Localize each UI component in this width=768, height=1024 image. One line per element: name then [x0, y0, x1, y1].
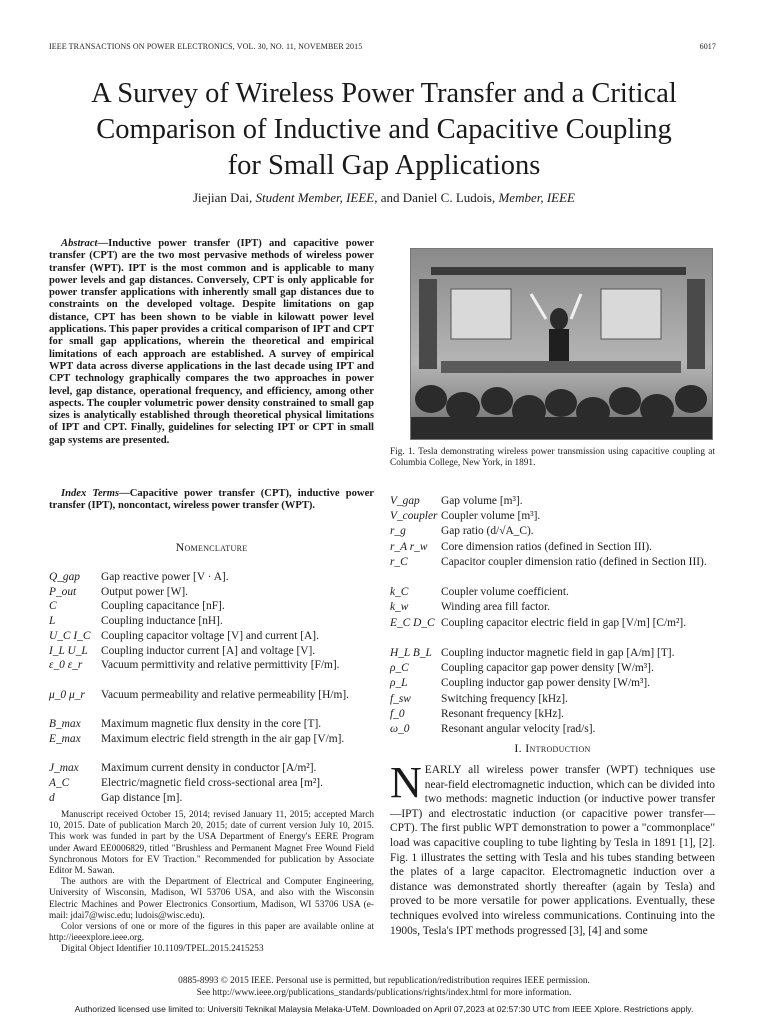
nomenclature-symbol: r_C [390, 555, 408, 568]
permissions-line: See http://www.ieee.org/publications_standards/publications/rights/index.html for more information. [196, 988, 572, 998]
nomenclature-symbol: V_coupler [390, 510, 438, 523]
nomenclature-symbol: L [49, 615, 56, 628]
drop-cap: N [390, 758, 422, 807]
nomenclature-symbol: E_max [49, 732, 81, 745]
tesla-illustration [411, 249, 712, 439]
paper-title [20, 76, 748, 184]
nomenclature-left [49, 570, 374, 804]
footnote-doi: Digital Object Identifier 10.1109/TPEL.2015.2415253 [61, 944, 264, 955]
footnote-affiliation: The authors are with the Department of Electrical and Computer Engineering, University of Wisconsin, Madison, WI 53706 USA, and also with the Wisconsin Electric Machines and Power Electronics Consortium, Madison, WI 53706 USA (e-mail: jdai7@wisc.edu; ludois@wisc.edu). [49, 877, 374, 921]
author-name: and Daniel C. Ludois, [380, 190, 496, 205]
nomenclature-symbol: ε_0 ε_r [49, 659, 83, 672]
author-name: Jiejian Dai, [193, 190, 253, 205]
nomenclature-definition: Gap distance [m]. [101, 791, 183, 804]
intro-lead: EARLY [424, 764, 462, 776]
running-header: IEEE TRANSACTIONS ON POWER ELECTRONICS, VOL. 30, NO. 11, NOVEMBER 2015 [49, 42, 363, 51]
nomenclature-definition: Switching frequency [kHz]. [441, 692, 568, 705]
nomenclature-definition: Coupler volume [m³]. [441, 510, 541, 523]
nomenclature-symbol: ρ_C [390, 662, 409, 675]
nomenclature-definition: Coupling inductor gap power density [W/m³]. [441, 677, 651, 690]
nomenclature-symbol: I_L U_L [49, 644, 88, 657]
index-terms-text: —Capacitive power transfer (CPT), inductive power transfer (IPT), noncontact, wireless power transfer (WPT). [49, 488, 374, 512]
title-line: for Small Gap Applications [227, 150, 541, 181]
abstract-label: Abstract [61, 238, 98, 249]
nomenclature-definition: Vacuum permeability and relative permeability [H/m]. [101, 688, 349, 701]
nomenclature-symbol: d [49, 791, 55, 804]
index-terms-label: Index Terms [61, 488, 120, 499]
introduction-body [390, 758, 715, 938]
nomenclature-definition: Coupling inductance [nH]. [101, 615, 223, 628]
nomenclature-symbol: ρ_L [390, 677, 408, 690]
nomenclature-symbol: E_C D_C [390, 616, 435, 629]
author-role: Student Member, IEEE, [255, 190, 378, 205]
author-role: Member, IEEE [498, 190, 575, 205]
nomenclature-symbol: P_out [49, 585, 77, 598]
title-line: Comparison of Inductive and Capacitive Coupling [96, 114, 672, 145]
footnote-color: Color versions of one or more of the figures in this paper are available online at http://ieeexplore.ieee.org. [49, 922, 374, 944]
intro-text: all wireless power transfer (WPT) techniques use near-field electromagnetic induction, which can be divided into two methods: magnetic induction (or inductive power transfer—IPT) and electrostatic induction (or capacitive power transfer—CPT). The first public WPT demonstration to power a "commonplace" load was capacitive coupling to tube lighting by Tesla in 1891 [1], [2]. Fig. 1 illustrates the setting with Tesla and his tubes standing between the plates of a large capacitor. Electromagnetic induction over a distance was demonstrated shortly thereafter (again by Tesla) and proved to be more versatile for power applications. Eventually, these techniques evolved into wireless communications. Continuing into the 1900s, Tesla's IPT methods progressed [3], [4] and some [390, 764, 715, 937]
figure-tesla-photo [410, 248, 713, 440]
nomenclature-symbol: U_C I_C [49, 629, 91, 642]
nomenclature-definition: Maximum current density in conductor [A/m²]. [101, 762, 317, 775]
nomenclature-definition: Maximum magnetic flux density in the core [T]. [101, 718, 322, 730]
nomenclature-definition: Electric/magnetic field cross-sectional area [m²]. [101, 776, 323, 789]
nomenclature-definition: Coupling capacitor gap power density [W/m³]. [441, 662, 654, 675]
nomenclature-definition: Gap reactive power [V · A]. [101, 571, 229, 583]
footnote-manuscript: Manuscript received October 15, 2014; revised January 11, 2015; accepted March 10, 2015. Date of publication March 20, 2015; date of current version July 10, 2015. This work was funded in part by the USA Department of Energy's EERE Program under Award EE0006829, titled "Brushless and Permanent Magnet Free Wound Field Synchronous Motors for EV Traction." Recommended for publication by Associate Editor M. Sawan. [49, 810, 374, 877]
nomenclature-heading: Nomenclature [175, 540, 248, 554]
nomenclature-definition: Coupling inductor current [A] and voltage [V]. [101, 644, 316, 657]
index-terms [49, 488, 374, 513]
nomenclature-definition: Resonant angular velocity [rad/s]. [441, 723, 596, 735]
nomenclature-definition: Core dimension ratios (defined in Section III). [441, 540, 652, 553]
copyright-line: 0885-8993 © 2015 IEEE. Personal use is permitted, but republication/redistribution requires IEEE permission. [178, 976, 590, 986]
nomenclature-definition: Coupling inductor magnetic field in gap [A/m] [T]. [441, 647, 675, 659]
nomenclature-symbol: B_max [49, 718, 81, 730]
nomenclature-definition: Coupling capacitor electric field in gap [V/m] [C/m²]. [441, 616, 687, 629]
nomenclature-symbol: H_L B_L [390, 647, 432, 659]
page-number: 6017 [699, 42, 716, 51]
nomenclature-right [390, 494, 715, 734]
nomenclature-definition: Maximum electric field strength in the air gap [V/m]. [101, 732, 345, 745]
nomenclature-definition: Coupling capacitor voltage [V] and current [A]. [101, 629, 319, 642]
nomenclature-symbol: A_C [49, 776, 70, 789]
abstract [49, 238, 374, 447]
nomenclature-symbol: r_A r_w [390, 540, 428, 553]
nomenclature-definition: Winding area fill factor. [441, 601, 550, 614]
nomenclature-definition: Coupling capacitance [nF]. [101, 600, 225, 613]
nomenclature-definition: Gap ratio (d/√A_C). [441, 525, 534, 538]
nomenclature-symbol: f_0 [390, 707, 405, 720]
nomenclature-symbol: f_sw [390, 692, 411, 705]
nomenclature-symbol: V_gap [390, 495, 420, 507]
nomenclature-symbol: Q_gap [49, 571, 81, 583]
license-strip: Authorized licensed use limited to: Universiti Teknikal Malaysia Melaka-UTeM. Downloaded on April 07,2023 at 02:57:30 UTC from IEEE Xplore. Restrictions apply. [74, 1004, 694, 1014]
nomenclature-definition: Resonant frequency [kHz]. [441, 707, 565, 720]
nomenclature-definition: Vacuum permittivity and relative permittivity [F/m]. [101, 659, 340, 672]
author-line [20, 190, 748, 206]
nomenclature-symbol: r_g [390, 525, 406, 538]
nomenclature-definition: Capacitor coupler dimension ratio (defined in Section III). [441, 555, 707, 568]
nomenclature-symbol: J_max [49, 762, 79, 775]
nomenclature-definition: Gap volume [m³]. [441, 495, 523, 507]
nomenclature-symbol: k_w [390, 601, 409, 614]
nomenclature-symbol: μ_0 μ_r [49, 688, 85, 701]
footnotes [49, 810, 374, 956]
figure-caption: Fig. 1. Tesla demonstrating wireless power transmission using capacitive coupling at Columbia College, New York, in 1891. [390, 447, 715, 469]
nomenclature-symbol: ω_0 [390, 723, 410, 735]
nomenclature-definition: Coupler volume coefficient. [441, 586, 569, 599]
nomenclature-symbol: C [49, 600, 57, 613]
nomenclature-definition: Output power [W]. [101, 585, 188, 598]
nomenclature-symbol: k_C [390, 586, 409, 599]
abstract-text: —Inductive power transfer (IPT) and capacitive power transfer (CPT) are the two most pervasive methods of wireless power transfer (WPT). IPT is the most common and is applicable to many power levels and gap distances. Conversely, CPT is only applicable for power transfer applications with inherently small gap distances due to constraints on the developed voltage. Despite limitations on gap distance, CPT has been shown to be viable in kilowatt power level applications. This paper provides a critical comparison of IPT and CPT for small gap applications, wherein the theoretical and empirical limitations of each approach are established. A survey of empirical WPT data across diverse applications in the last decade using IPT and CPT technology graphically compares the two approaches in power level, gap distance, operational frequency, and efficiency, among other aspects. The coupler volumetric power density constrained to small gap sizes is analytically established through theoretical physical limitations of IPT and CPT. Finally, guidelines for selecting IPT or CPT in small gap systems are presented. [49, 238, 374, 446]
title-line: A Survey of Wireless Power Transfer and a Critical [91, 78, 677, 109]
introduction-heading: I. Introduction [514, 741, 591, 755]
